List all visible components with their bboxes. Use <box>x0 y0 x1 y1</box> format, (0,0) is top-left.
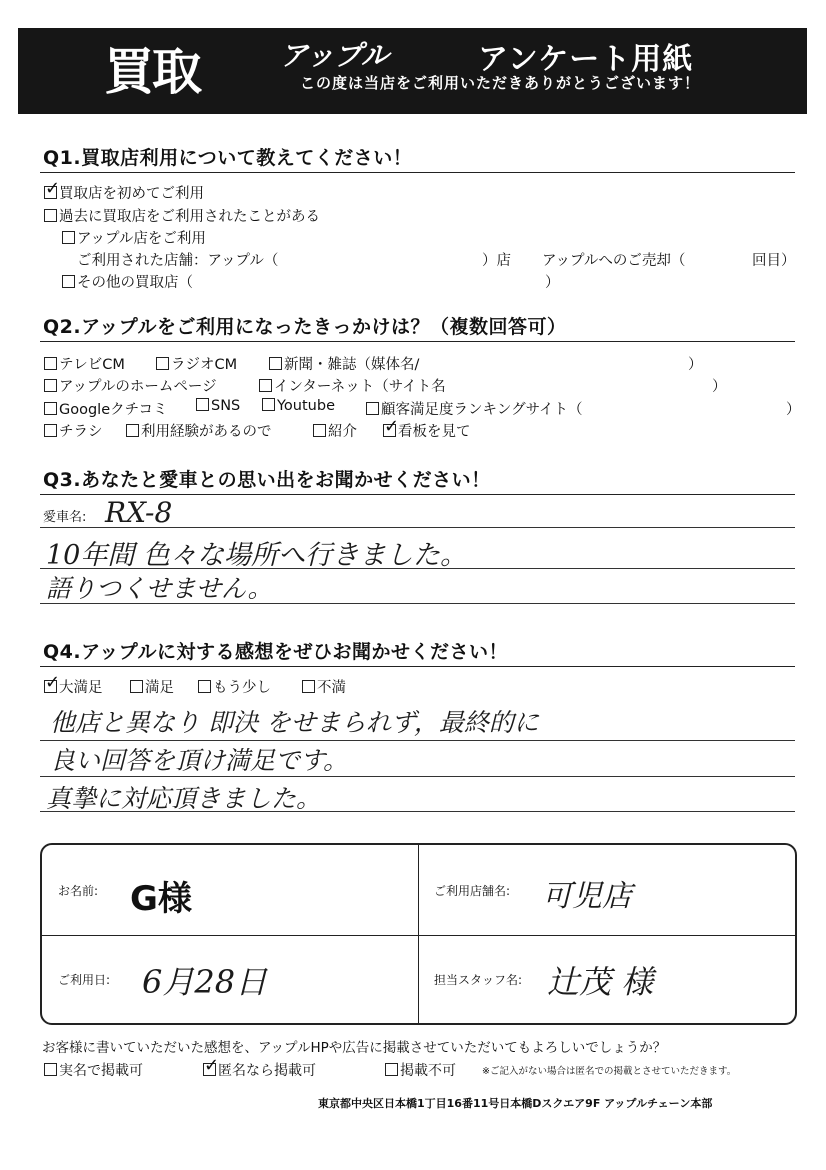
q2-tv[interactable]: テレビCM <box>44 353 125 374</box>
checkbox[interactable] <box>130 680 143 693</box>
q2-experience[interactable]: 利用経験があるので <box>126 420 272 441</box>
checkbox[interactable] <box>62 275 75 288</box>
q2-homepage[interactable]: アップルのホームページ <box>44 375 217 396</box>
checkbox[interactable] <box>198 680 211 693</box>
checkbox[interactable] <box>262 398 275 411</box>
q4-very-satisfied[interactable]: ✓大満足 <box>44 676 103 697</box>
ruled-line <box>40 776 795 777</box>
q1-option-other[interactable]: その他の買取店（ <box>62 271 193 292</box>
q2-youtube[interactable]: Youtube <box>262 398 335 414</box>
q1-heading: Q1.買取店利用について教えてください！ <box>43 147 413 169</box>
checkbox-checked[interactable] <box>44 186 57 199</box>
checkbox-checked[interactable] <box>44 680 57 693</box>
customer-name: G様 <box>130 879 192 919</box>
checkbox[interactable] <box>269 357 282 370</box>
checkbox[interactable] <box>44 357 57 370</box>
q3-heading: Q3.あなたと愛車との思い出をお聞かせください！ <box>43 469 491 491</box>
q4-unsatisfied[interactable]: 不満 <box>302 676 346 697</box>
kaitori-title: 買取 <box>104 43 200 101</box>
box-vertical-divider <box>418 845 419 1023</box>
checkbox[interactable] <box>156 357 169 370</box>
checkbox[interactable] <box>302 680 315 693</box>
publish-no[interactable]: 掲載不可 <box>385 1060 456 1080</box>
checkbox[interactable] <box>366 402 379 415</box>
q2-internet-close: ） <box>712 379 727 395</box>
q3-answer-line2: 語りつくせません。 <box>46 574 273 603</box>
checkbox[interactable] <box>44 424 57 437</box>
q2-news[interactable]: 新聞・雑誌（媒体名/ <box>269 353 419 374</box>
q1-store-line: ご利用された店舗：アップル（ <box>77 253 279 269</box>
checkbox[interactable] <box>196 398 209 411</box>
q4-a-little[interactable]: もう少し <box>198 676 271 697</box>
q1-store-suffix: ）店 <box>482 253 511 269</box>
checkbox-checked[interactable] <box>203 1063 216 1076</box>
q3-divider <box>40 494 795 495</box>
checkbox[interactable] <box>62 231 75 244</box>
checkbox[interactable] <box>313 424 326 437</box>
checkbox[interactable] <box>44 379 57 392</box>
q3-answer-line1: 10年間 色々な場所へ行きました。 <box>46 540 467 571</box>
publish-note: ※ご記入がない場合は匿名での掲載とさせていただきます。 <box>482 1066 737 1077</box>
q2-internet[interactable]: インターネット（サイト名 <box>259 375 446 396</box>
checkbox-checked[interactable] <box>383 424 396 437</box>
q4-divider <box>40 666 795 667</box>
q1-option-apple[interactable]: アップル店をご利用 <box>62 227 206 248</box>
q2-radio[interactable]: ラジオCM <box>156 353 237 374</box>
q2-divider <box>40 341 795 342</box>
publish-real-name[interactable]: 実名で掲載可 <box>44 1060 143 1080</box>
date-label: ご利用日: <box>58 973 111 987</box>
staff-name: 辻茂 様 <box>547 963 654 1001</box>
q2-sign[interactable]: ✓ 看板を見て <box>383 420 471 441</box>
checkbox[interactable] <box>126 424 139 437</box>
q2-ranking[interactable]: 顧客満足度ランキングサイト（ <box>366 398 583 419</box>
q1-divider <box>40 172 795 173</box>
car-name-handwritten: RX-8 <box>105 496 173 529</box>
checkbox[interactable] <box>44 1063 57 1076</box>
q4-answer-line1: 他店と異なり 即決 をせまられず，最終的に <box>50 708 539 737</box>
q1-option-first[interactable]: ✓買取店を初めてご利用 <box>44 182 204 203</box>
q4-answer-line3: 真摯に対応頂きました。 <box>46 784 322 813</box>
q2-sns[interactable]: SNS <box>196 398 240 414</box>
box-horizontal-divider <box>42 935 795 936</box>
q2-google[interactable]: Googleクチコミ <box>44 398 168 419</box>
q2-flyer[interactable]: チラシ <box>44 420 103 441</box>
ruled-line <box>40 603 795 604</box>
checkbox[interactable] <box>385 1063 398 1076</box>
usage-date: 6月28日 <box>142 963 268 1001</box>
q1-count-suffix: 回目） <box>752 253 796 269</box>
name-label: お名前: <box>58 884 99 898</box>
q2-news-close: ） <box>688 357 703 373</box>
store-label: ご利用店舗名: <box>434 884 511 898</box>
brand-logo: アップル <box>280 39 389 72</box>
staff-label: 担当スタッフ名: <box>434 973 523 987</box>
customer-info-box <box>40 843 797 1025</box>
survey-title: アンケート用紙 <box>478 42 694 77</box>
publish-anonymous[interactable]: ✓ 匿名なら掲載可 <box>203 1060 316 1080</box>
checkbox[interactable] <box>259 379 272 392</box>
checkbox[interactable] <box>44 209 57 222</box>
q4-answer-line2: 良い回答を頂け満足です。 <box>50 746 349 775</box>
q2-heading: Q2.アップルをご利用になったきっかけは？（複数回答可） <box>43 316 567 338</box>
company-address: 東京都中央区日本橋1丁目16番11号日本橋Dスクエア9F アップルチェーン本部 <box>318 1097 713 1110</box>
q4-satisfied[interactable]: 満足 <box>130 676 174 697</box>
q1-count-label: アップルへのご売却（ <box>542 253 686 269</box>
store-name: 可児店 <box>542 879 632 914</box>
ruled-line <box>40 811 795 812</box>
car-name-label: 愛車名: <box>43 510 87 525</box>
q2-intro[interactable]: 紹介 <box>313 420 357 441</box>
header-subtitle: この度は当店をご利用いただきありがとうございます！ <box>300 74 701 92</box>
checkbox[interactable] <box>44 402 57 415</box>
q4-heading: Q4.アップルに対する感想をぜひお聞かせください！ <box>43 641 509 663</box>
publish-question: お客様に書いていただいた感想を、アップルHPや広告に掲載させていただいてもよろしいでしょうか？ <box>42 1040 667 1056</box>
q1-other-close: ） <box>545 275 560 291</box>
q1-option-past[interactable]: 過去に買取店をご利用されたことがある <box>44 205 320 226</box>
ruled-line <box>40 527 795 528</box>
header-banner <box>18 28 807 114</box>
q2-ranking-close: ） <box>786 402 801 418</box>
